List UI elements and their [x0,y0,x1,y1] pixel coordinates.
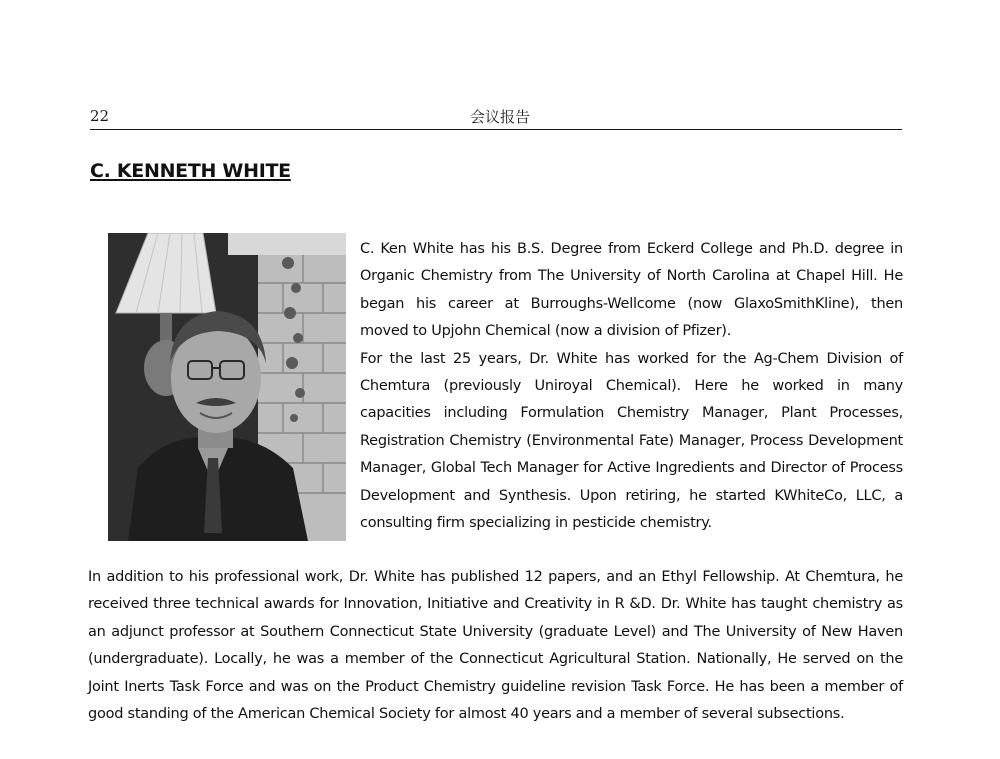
paragraph-education: C. Ken White has his B.S. Degree from Eckerd College and Ph.D. degree in Organic Chemistry from The University of North Carolina at Chapel Hill. He began his career at Burroughs-Wellcome (now GlaxoSmithKline), then moved to Upjohn Chemical (now a division of Pfizer). [360,241,903,340]
portrait-image [108,233,346,541]
running-title: 会议报告 [469,108,530,126]
intro-text [360,236,903,537]
page-number: 22 [90,107,110,125]
portrait-photo [108,233,346,541]
paragraph-achievements: In addition to his professional work, Dr. White has published 12 papers, and an Ethyl Fellowship. At Chemtura, he received three technical awards for Innovation, Initiative and Creativity in R &D. Dr. White has taught chemistry as an adjunct professor at Southern Connecticut State University (graduate Level) and The University of New Haven (undergraduate). Locally, he was a member of the Connecticut Agricultural Station. Nationally, He served on the Joint Inerts Task Force and was on the Product Chemistry guideline revision Task Force. He has been a member of good standing of the American Chemical Society for almost 40 years and a member of several subsections. [88,569,903,723]
header-divider [90,129,902,130]
body-text [88,564,903,728]
article-heading: C. KENNETH WHITE [90,160,291,182]
paragraph-career: For the last 25 years, Dr. White has worked for the Ag-Chem Division of Chemtura (previously Uniroyal Chemical). Here he worked in many capacities including Formulation Chemistry Manager, Plant Processes, Registration Chemistry (Environmental Fate) Manager, Process Development Manager, Global Tech Manager for Active Ingredients and Director of Process Development and Synthesis. Upon retiring, he started KWhiteCo, LLC, a consulting firm specializing in pesticide chemistry. [360,350,903,532]
